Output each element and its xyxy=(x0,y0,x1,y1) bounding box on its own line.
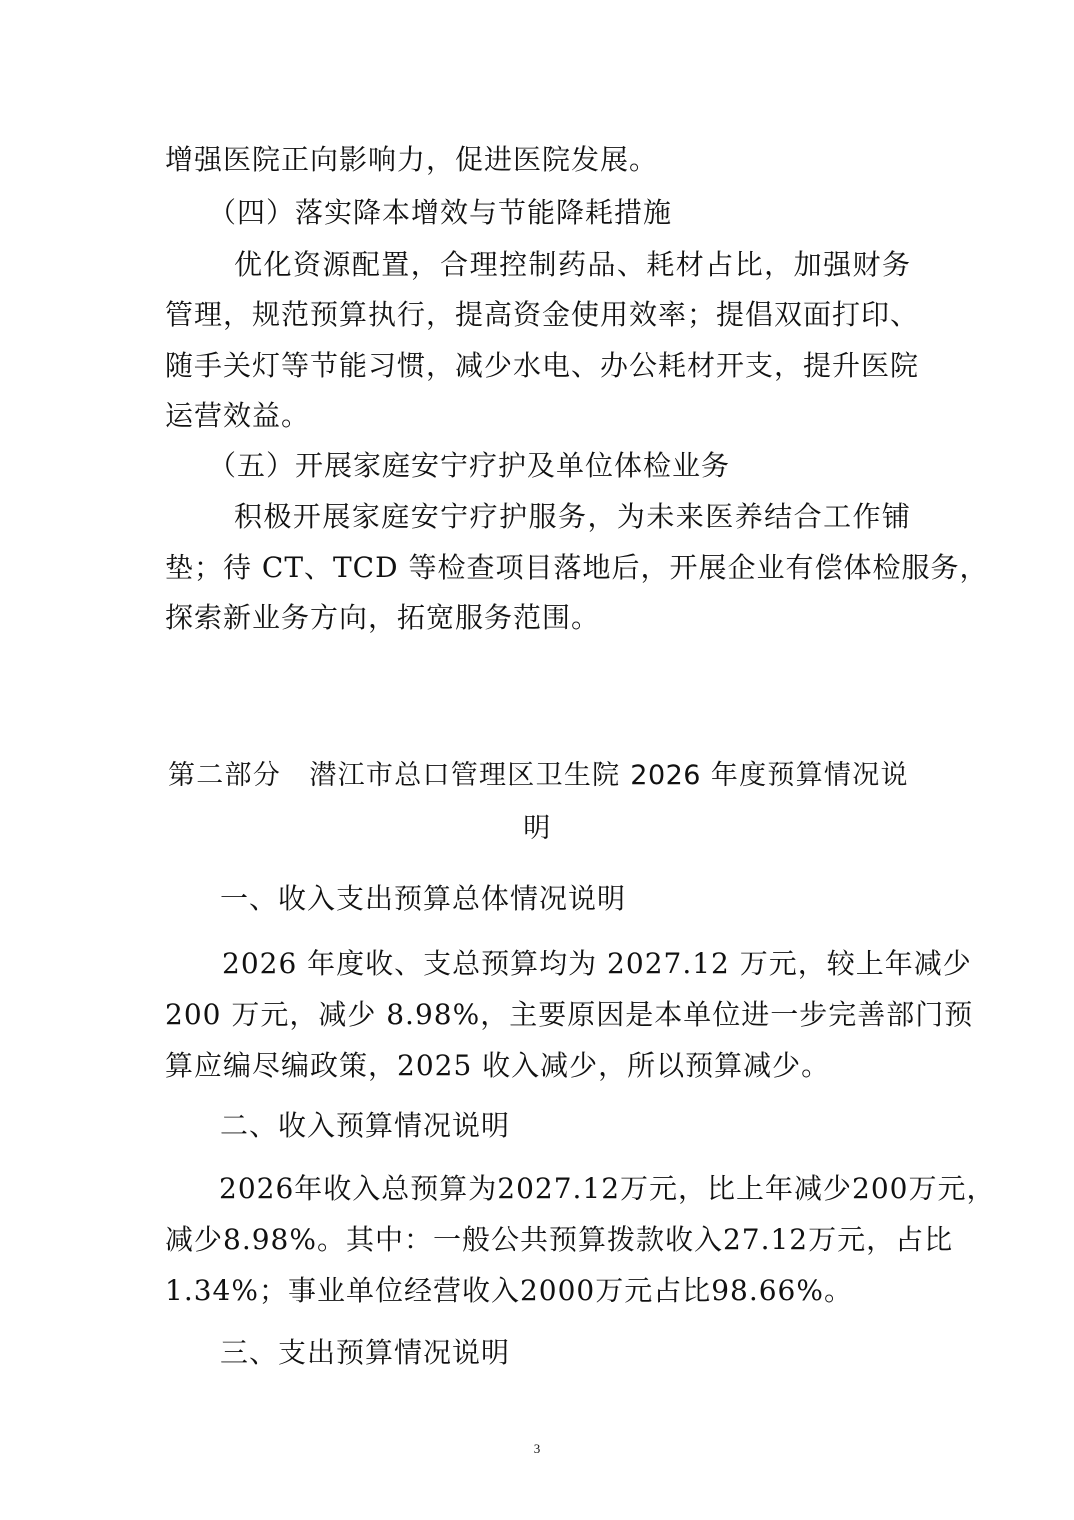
page-number: 3 xyxy=(533,1441,541,1456)
paragraph-line: 增强医院正向影响力，促进医院发展。 xyxy=(165,143,659,176)
paragraph-line: 探索新业务方向，拓宽服务范围。 xyxy=(165,601,601,634)
paragraph-line: 垫；待 CT、TCD 等检查项目落地后，开展企业有偿体检服务， xyxy=(165,551,989,584)
part-title: 第二部分 潜江市总口管理区卫生院 2026 年度预算情况说 xyxy=(168,760,908,791)
section-heading: （四）落实降本增效与节能降耗措施 xyxy=(208,196,673,229)
paragraph-line: 管理，规范预算执行，提高资金使用效率；提倡双面打印、 xyxy=(165,298,920,331)
paragraph-line: 1.34%；事业单位经营收入2000万元占比98.66%。 xyxy=(165,1274,853,1307)
section-heading: 二、收入预算情况说明 xyxy=(220,1109,511,1142)
paragraph-line: 积极开展家庭安宁疗护服务，为未来医养结合工作铺 xyxy=(234,500,911,533)
part-title-continuation: 明 xyxy=(523,813,551,844)
section-heading: （五）开展家庭安宁疗护及单位体检业务 xyxy=(208,449,731,482)
section-heading: 一、收入支出预算总体情况说明 xyxy=(220,882,627,915)
paragraph-line: 2026年收入总预算为2027.12万元，比上年减少200万元， xyxy=(219,1172,996,1205)
paragraph-line: 减少8.98%。其中：一般公共预算拨款收入27.12万元，占比 xyxy=(165,1223,954,1256)
paragraph-line: 随手关灯等节能习惯，减少水电、办公耗材开支，提升医院 xyxy=(165,349,920,382)
section-heading: 三、支出预算情况说明 xyxy=(220,1336,511,1369)
paragraph-line: 运营效益。 xyxy=(165,399,311,432)
paragraph-line: 算应编尽编政策，2025 收入减少，所以预算减少。 xyxy=(165,1049,831,1082)
paragraph-line: 优化资源配置，合理控制药品、耗材占比，加强财务 xyxy=(234,248,911,281)
paragraph-line: 2026 年度收、支总预算均为 2027.12 万元，较上年减少 xyxy=(222,947,972,980)
paragraph-line: 200 万元，减少 8.98%，主要原因是本单位进一步完善部门预 xyxy=(165,998,974,1031)
